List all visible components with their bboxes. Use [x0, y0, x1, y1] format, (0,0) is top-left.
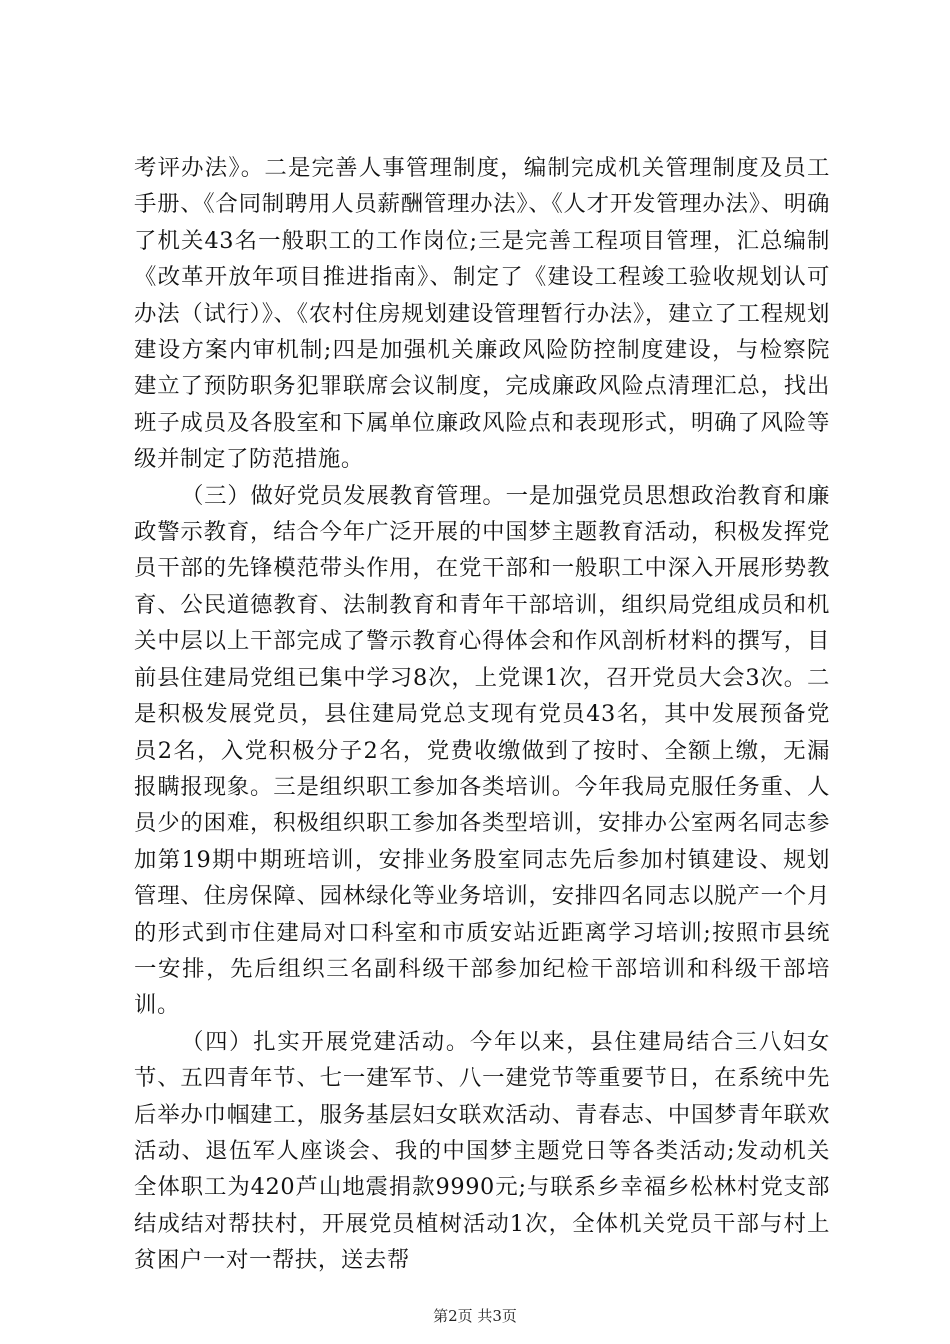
- paragraph-personnel-rules: 考评办法》。二是完善人事管理制度，编制完成机关管理制度及员工手册、《合同制聘用人员薪酬管理办法》、《人才开发管理办法》、明确了机关43名一般职工的工作岗位;三是完善工程项目管理，汇总编制《改革开放年项目推进指南》、制定了《建设工程竣工验收规划认可办法（试行）》、《农村住房规划建设管理暂行办法》，建立了工程规划建设方案内审机制;四是加强机关廉政风险防控制度建设，与检察院建立了预防职务犯罪联席会议制度，完成廉政风险点清理汇总，找出班子成员及各股室和下属单位廉政风险点和表现形式，明确了风险等级并制定了防范措施。: [134, 155, 830, 473]
- paragraph-party-activities: （四）扎实开展党建活动。今年以来，县住建局结合三八妇女节、五四青年节、七一建军节、八一建党节等重要节日，在系统中先后举办巾帼建工，服务基层妇女联欢活动、青春志、中国梦青年联欢活动、退伍军人座谈会、我的中国梦主题党日等各类活动;发动机关全体职工为420芦山地震捐款9990元;与联系乡幸福乡松林村党支部结成结对帮扶村，开展党员植树活动1次，全体机关党员干部与村上贫困户一对一帮扶，送去帮: [134, 1028, 830, 1274]
- document-body: [134, 150, 830, 1279]
- paragraph-party-member-education: （三）做好党员发展教育管理。一是加强党员思想政治教育和廉政警示教育，结合今年广泛开展的中国梦主题教育活动，积极发挥党员干部的先锋模范带头作用，在党干部和一般职工中深入开展形势教育、公民道德教育、法制教育和青年干部培训，组织局党组成员和机关中层以上干部完成了警示教育心得体会和作风剖析材料的撰写，目前县住建局党组已集中学习8次，上党课1次，召开党员大会3次。二是积极发展党员，县住建局党总支现有党员43名，其中发展预备党员2名，入党积极分子2名，党费收缴做到了按时、全额上缴，无漏报瞒报现象。三是组织职工参加各类培训。今年我局克服任务重、人员少的困难，积极组织职工参加各类型培训，安排办公室两名同志参加第19期中期班培训，安排业务股室同志先后参加村镇建设、规划管理、住房保障、园林绿化等业务培训，安排四名同志以脱产一个月的形式到市住建局对口科室和市质安站近距离学习培训;按照市县统一安排，先后组织三名副科级干部参加纪检干部培训和科级干部培训。: [134, 482, 830, 1019]
- page-number-footer: 第2页 共3页: [433, 1307, 517, 1325]
